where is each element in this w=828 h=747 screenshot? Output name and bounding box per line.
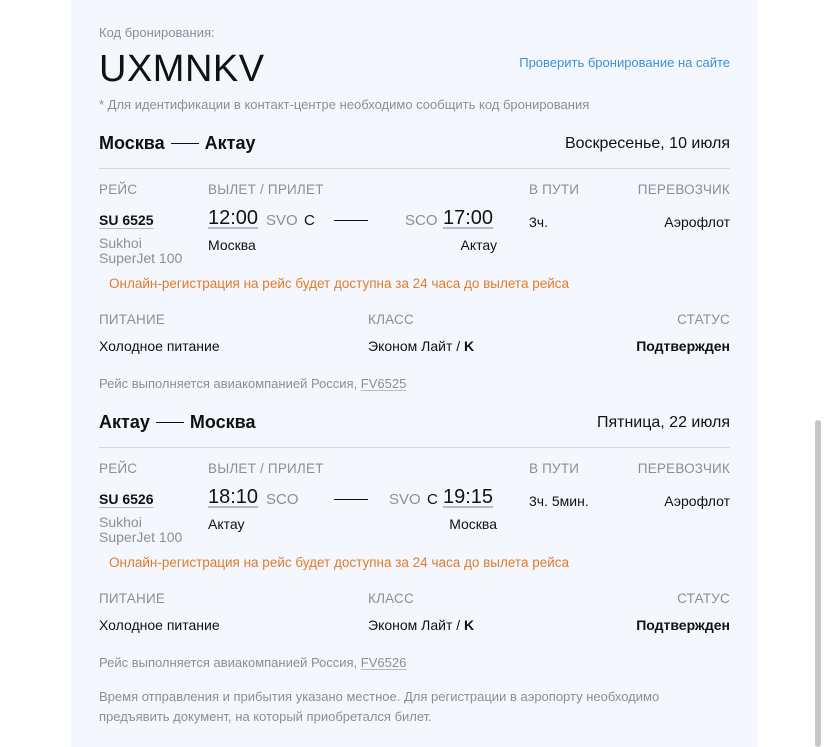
online-checkin-notice: Онлайн-регистрация на рейс будет доступна за 24 часа до вылета рейса (109, 555, 570, 570)
arrival-airport-code: SCO (405, 212, 438, 229)
booking-code: UXMNKV (99, 48, 265, 90)
arrival-time: 19:15 (443, 486, 494, 508)
route-dash (171, 143, 199, 144)
segment-route (99, 412, 255, 433)
online-checkin-notice: Онлайн-регистрация на рейс будет доступна за 24 часа до вылета рейса (109, 276, 570, 291)
col-meal: ПИТАНИЕ (99, 312, 166, 327)
route-from: Москва (99, 133, 165, 153)
status-value: Подтвержден (636, 338, 730, 354)
col-carrier: ПЕРЕВОЗЧИК (637, 182, 730, 197)
footer-note: Время отправления и прибытия указано местное. Для регистрации в аэропорту необходимо предъявить документ, на который приобретался билет. (99, 689, 660, 724)
aircraft-type: Sukhoi SuperJet 100 (99, 235, 183, 266)
departure-time: 12:00 (208, 207, 259, 229)
col-class: КЛАСС (368, 312, 414, 327)
flight-number[interactable]: SU 6525 (99, 212, 154, 228)
arrival-time: 17:00 (443, 207, 494, 229)
route-to: Актау (204, 133, 256, 153)
route-arrow (334, 220, 368, 221)
route-arrow (334, 499, 368, 500)
segment-route (99, 133, 255, 154)
departure-city: Москва (208, 237, 256, 253)
status-value: Подтвержден (636, 617, 730, 633)
route-from: Актау (99, 412, 150, 432)
booking-code-note: * Для идентификации в контакт-центре необходимо сообщить код бронирования (99, 97, 590, 112)
departure-city: Актау (208, 516, 245, 532)
col-class: КЛАСС (368, 591, 414, 606)
booking-card (71, 0, 758, 747)
departure-time: 18:10 (208, 486, 259, 508)
col-carrier: ПЕРЕВОЗЧИК (637, 461, 730, 476)
operated-by-text: Рейс выполняется авиакомпанией Россия, (99, 376, 361, 391)
col-depart-arrive: ВЫЛЕТ / ПРИЛЕТ (208, 461, 324, 476)
class-code: K (464, 617, 475, 633)
segment-date: Пятница, 22 июля (596, 414, 730, 431)
col-status: СТАТУС (677, 312, 730, 327)
operated-by (99, 655, 406, 670)
col-flight: РЕЙС (99, 461, 138, 476)
col-depart-arrive: ВЫЛЕТ / ПРИЛЕТ (208, 182, 324, 197)
divider (99, 447, 730, 448)
class-name: Эконом Лайт / (368, 617, 465, 633)
class-name: Эконом Лайт / (368, 338, 465, 354)
route-dash (156, 422, 184, 423)
col-flight: РЕЙС (99, 182, 138, 197)
col-duration: В ПУТИ (529, 182, 580, 197)
departure-airport-code: SCO (266, 491, 299, 508)
divider (99, 168, 730, 169)
segment-date: Воскресенье, 10 июля (564, 135, 730, 152)
scrollbar[interactable] (815, 420, 821, 747)
arrival-city: Москва (449, 516, 497, 532)
flight-duration: 3ч. 5мин. (529, 493, 589, 509)
carrier-name: Аэрофлот (664, 493, 730, 509)
col-duration: В ПУТИ (529, 461, 580, 476)
class-value (368, 617, 474, 633)
flight-number[interactable]: SU 6526 (99, 491, 154, 507)
booking-card-content (99, 0, 730, 747)
route-to: Москва (189, 412, 256, 432)
col-meal: ПИТАНИЕ (99, 591, 166, 606)
carrier-name: Аэрофлот (664, 214, 730, 230)
class-code: K (464, 338, 475, 354)
departure-terminal: C (304, 212, 315, 229)
arrival-airport-code: SVO (389, 491, 421, 508)
arrival-city: Актау (460, 237, 497, 253)
operated-by (99, 376, 406, 391)
booking-code-label: Код бронирования: (99, 25, 215, 40)
check-booking-link[interactable]: Проверить бронирование на сайте (519, 55, 730, 70)
aircraft-type: Sukhoi SuperJet 100 (99, 514, 183, 545)
meal-value: Холодное питание (99, 338, 220, 354)
meal-value: Холодное питание (99, 617, 220, 633)
departure-airport-code: SVO (266, 212, 298, 229)
operated-flight-link[interactable]: FV6525 (360, 376, 407, 391)
flight-duration: 3ч. (529, 214, 548, 230)
operated-flight-link[interactable]: FV6526 (360, 655, 407, 670)
operated-by-text: Рейс выполняется авиакомпанией Россия, (99, 655, 361, 670)
arrival-terminal: C (427, 491, 438, 508)
class-value (368, 338, 474, 354)
col-status: СТАТУС (677, 591, 730, 606)
